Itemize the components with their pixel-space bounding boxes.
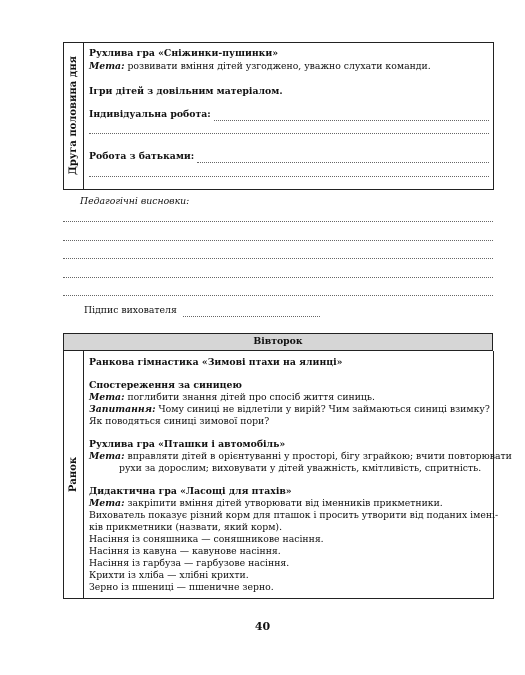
signature-blank[interactable]	[183, 307, 320, 317]
parents-work-label: Робота з батьками:	[89, 151, 195, 162]
parents-work-blank[interactable]	[197, 153, 489, 163]
tuesday-line: Насіння із соняшника — соняшникове насіння.	[89, 534, 324, 545]
free-play: Ігри дітей з довільним матеріалом.	[89, 86, 283, 97]
parents-work-blank-2[interactable]	[89, 176, 489, 177]
goal-text: розвивати вміння дітей узгоджено, уважно слухати команди.	[124, 61, 431, 72]
day-header-label: Вівторок	[253, 336, 303, 347]
table-column-divider	[83, 42, 84, 190]
signature-label: Підпис вихователя	[84, 305, 177, 316]
conclusions-line-4[interactable]	[63, 277, 493, 278]
individual-work-blank[interactable]	[214, 111, 489, 121]
table-top-border	[63, 42, 494, 43]
tuesday-line: Насіння із гарбуза — гарбузове насіння.	[89, 558, 290, 569]
tuesday-bottom-border	[63, 598, 494, 599]
side-label-evening: Друга половина дня	[68, 55, 80, 176]
conclusions-line-1[interactable]	[63, 221, 493, 222]
side-label-morning-cell	[64, 351, 83, 598]
tuesday-line: Як поводяться синиці зимової пори?	[89, 416, 270, 427]
side-label-morning: Ранок	[68, 456, 79, 493]
conclusions-line-5[interactable]	[63, 295, 493, 296]
tuesday-line: Мета: закріпити вміння дітей утворювати від іменників прикметники.	[89, 498, 443, 509]
conclusions-line-3[interactable]	[63, 258, 493, 259]
tuesday-line: Мета: поглибити знання дітей про спосіб життя синиць.	[89, 392, 375, 403]
conclusions-line-2[interactable]	[63, 240, 493, 241]
tuesday-line: Спостереження за синицею	[89, 380, 242, 391]
table-bottom-border	[63, 189, 494, 190]
game-title: Рухлива гра «Сніжинки-пушинки»	[89, 48, 279, 59]
tuesday-line: Вихователь показує різний корм для пташок і просить утворити від поданих імені-	[89, 510, 499, 521]
tuesday-line: Ранкова гімнастика «Зимові птахи на ялинці»	[89, 357, 343, 368]
individual-work-blank-2[interactable]	[89, 133, 489, 134]
day-header	[63, 333, 493, 351]
parents-work-row	[89, 151, 489, 163]
individual-work-label: Індивідуальна робота:	[89, 109, 211, 120]
page-number: 40	[254, 620, 271, 633]
conclusions-label: Педагогічні висновки:	[80, 196, 190, 207]
tuesday-line: рухи за дорослим; виховувати у дітей уважність, кмітливість, спритність.	[119, 463, 482, 474]
table-right-border	[493, 42, 494, 190]
tuesday-column-divider	[83, 351, 84, 599]
tuesday-line: Рухлива гра «Пташки і автомобіль»	[89, 439, 286, 450]
tuesday-line: ків прикметники (назвати, який корм).	[89, 522, 283, 533]
tuesday-line: Дидактична гра «Ласощі для птахів»	[89, 486, 292, 497]
tuesday-line: Насіння із кавуна — кавунове насіння.	[89, 546, 281, 557]
tuesday-line: Мета: вправляти дітей в орієнтуванні у просторі, бігу зграйкою; вчити повторювати	[89, 451, 512, 462]
individual-work-row	[89, 109, 489, 121]
signature-row	[84, 305, 320, 317]
tuesday-line: Зерно із пшениці — пшеничне зерно.	[89, 582, 274, 593]
game-goal	[89, 61, 431, 73]
tuesday-line: Крихти із хліба — хлібні крихти.	[89, 570, 249, 581]
tuesday-right-border	[493, 351, 494, 599]
tuesday-line: Запитання: Чому синиці не відлетіли у вирій? Чим займаються синиці взимку?	[89, 404, 490, 415]
side-label-cell	[64, 42, 83, 189]
goal-label: Мета:	[89, 61, 125, 72]
